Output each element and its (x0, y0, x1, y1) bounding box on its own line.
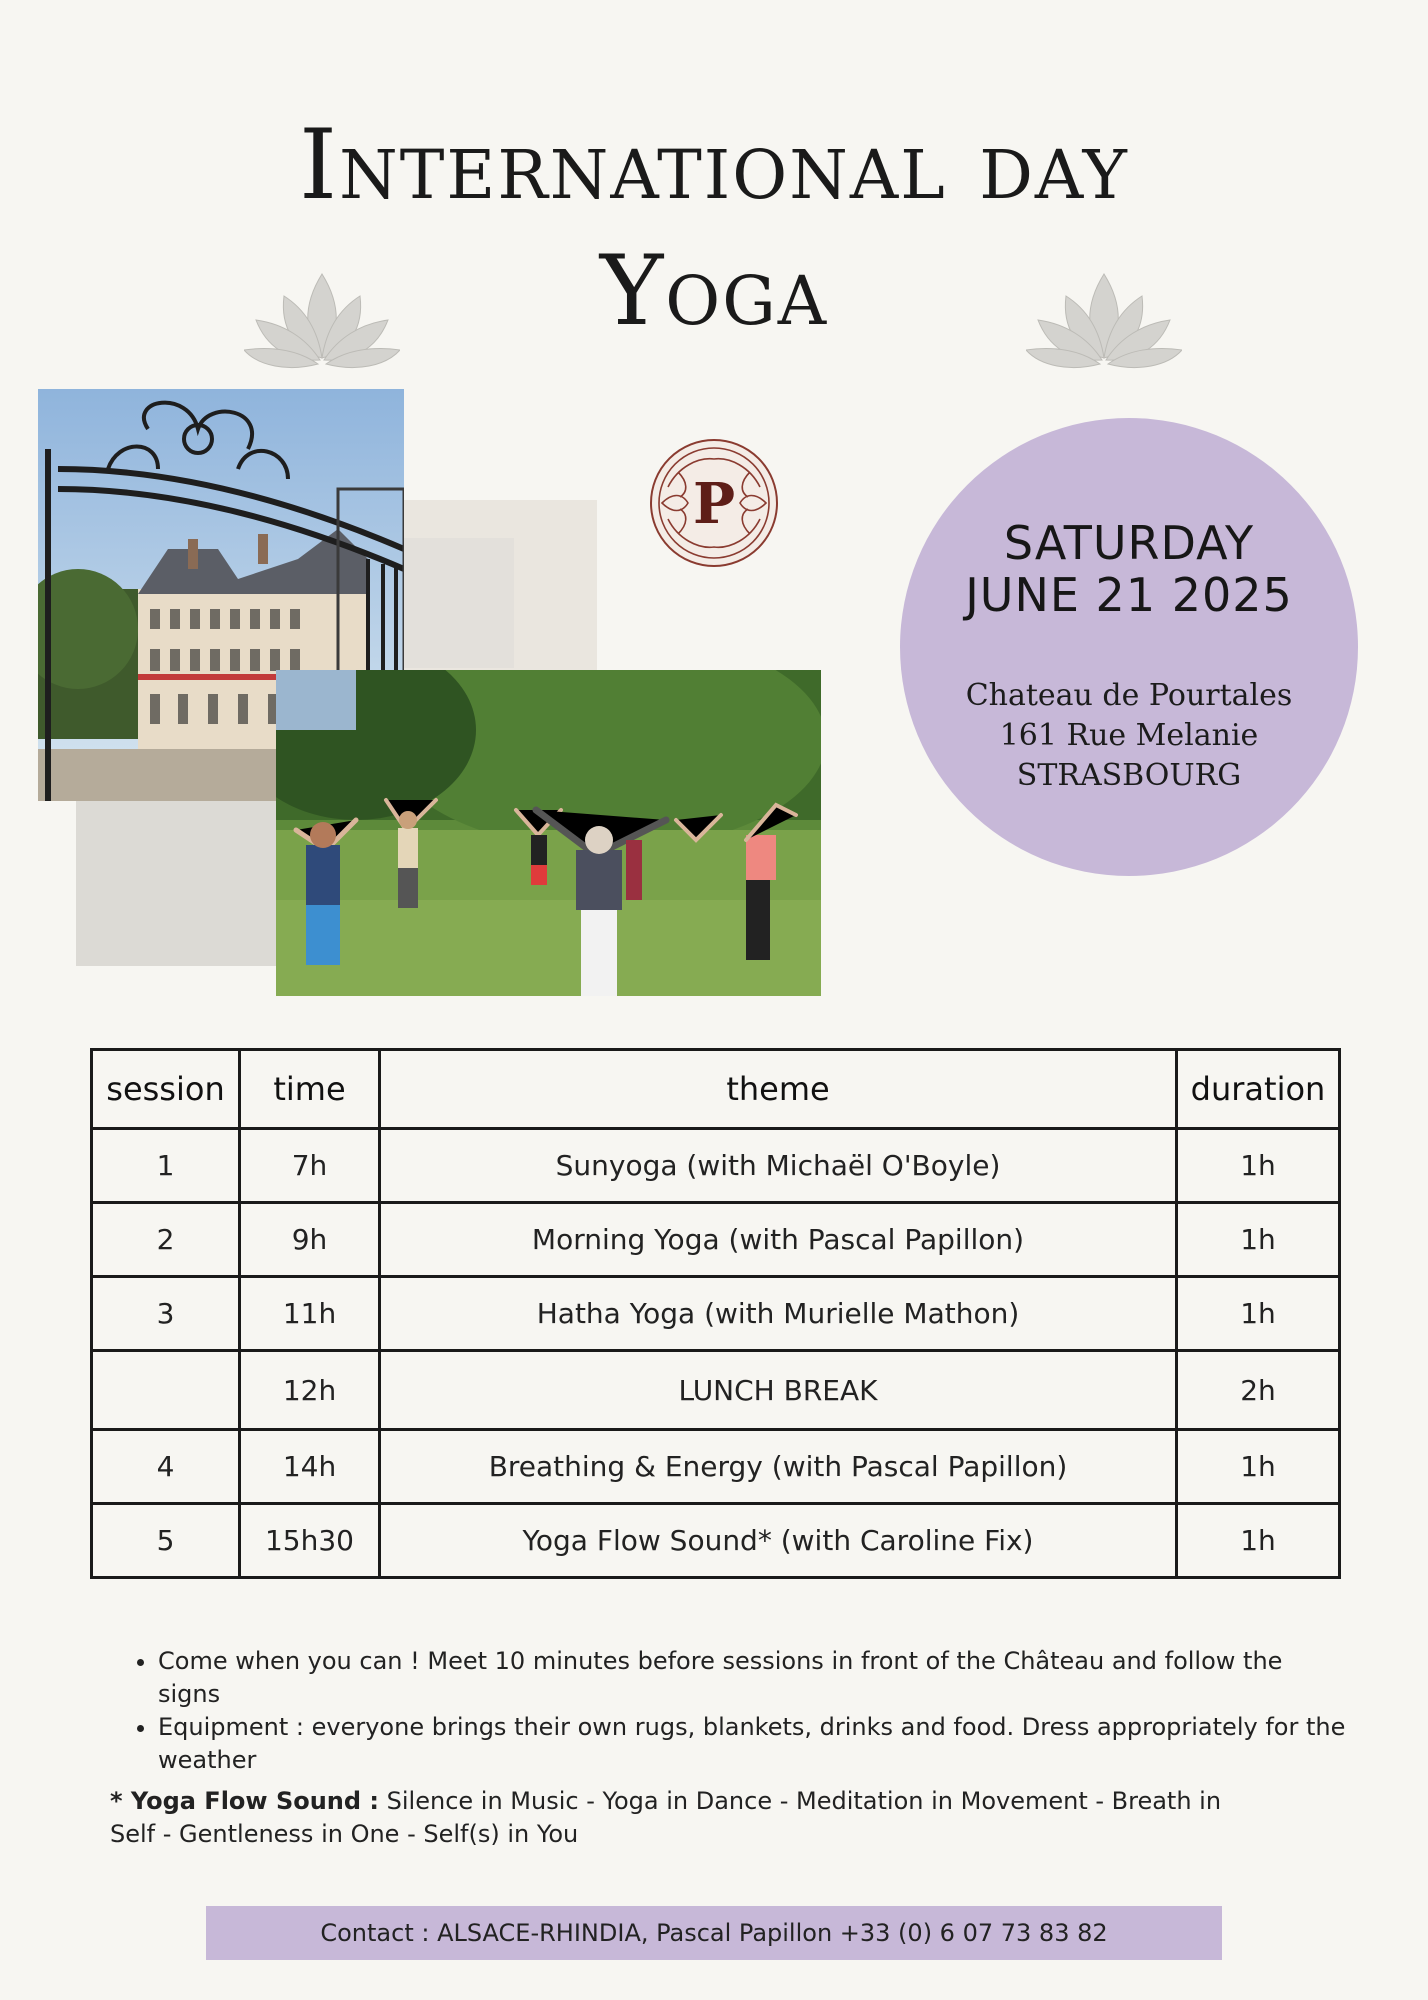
table-row (92, 1430, 1340, 1504)
cell-theme: Yoga Flow Sound* (with Caroline Fix) (380, 1504, 1177, 1578)
cell-session: 5 (92, 1504, 240, 1578)
decorative-block (76, 780, 286, 966)
header-time: time (240, 1050, 380, 1129)
event-date-badge (900, 418, 1358, 876)
decorative-block (404, 538, 514, 668)
footnote-label: * Yoga Flow Sound : (110, 1787, 380, 1815)
cell-time: 15h30 (240, 1504, 380, 1578)
header-duration: duration (1177, 1050, 1340, 1129)
cell-theme: Morning Yoga (with Pascal Papillon) (380, 1203, 1177, 1277)
notes-list (118, 1645, 1348, 1777)
logo-letter: P (692, 471, 736, 537)
cell-time: 7h (240, 1129, 380, 1203)
contact-bar: Contact : ALSACE-RHINDIA, Pascal Papillon +33 (0) 6 07 73 83 82 (206, 1906, 1222, 1960)
list-item: • Come when you can ! Meet 10 minutes before sessions in front of the Château and follow the signs (158, 1645, 1348, 1711)
table-row (92, 1129, 1340, 1203)
cell-time: 11h (240, 1277, 380, 1351)
venue-city: STRASBOURG (1016, 758, 1242, 793)
cell-session: 1 (92, 1129, 240, 1203)
venue-street: 161 Rue Melanie (999, 718, 1259, 753)
event-day: SATURDAY (1003, 516, 1255, 570)
event-date: JUNE 21 2025 (965, 568, 1293, 622)
cell-duration: 2h (1177, 1351, 1340, 1430)
cell-time: 14h (240, 1430, 380, 1504)
page-title-line2: Yoga (599, 235, 829, 347)
cell-theme: Sunyoga (with Michaël O'Boyle) (380, 1129, 1177, 1203)
cell-session: 3 (92, 1277, 240, 1351)
footnote (110, 1785, 1260, 1851)
header-session: session (92, 1050, 240, 1129)
cell-theme: LUNCH BREAK (380, 1351, 1177, 1430)
venue-name: Chateau de Pourtales (965, 678, 1293, 713)
cell-time: 9h (240, 1203, 380, 1277)
footnote-text: Silence in Music - Yoga in Dance - Meditation in Movement - Breath in Self - Gentleness in One - Self(s) in You (110, 1787, 1222, 1848)
lotus-icon (244, 266, 400, 376)
logo-emblem (648, 437, 780, 569)
cell-duration: 1h (1177, 1430, 1340, 1504)
cell-duration: 1h (1177, 1504, 1340, 1578)
lotus-icon (1026, 266, 1182, 376)
yoga-group-photo (276, 670, 821, 996)
list-item: • Equipment : everyone brings their own rugs, blankets, drinks and food. Dress appropriately for the weather (158, 1711, 1348, 1777)
table-header-row (92, 1050, 1340, 1129)
cell-session: 2 (92, 1203, 240, 1277)
cell-time: 12h (240, 1351, 380, 1430)
table-row (92, 1504, 1340, 1578)
cell-theme: Hatha Yoga (with Murielle Mathon) (380, 1277, 1177, 1351)
table-row (92, 1351, 1340, 1430)
page-title-line1: International day (299, 109, 1129, 221)
cell-session (92, 1351, 240, 1430)
table-row (92, 1277, 1340, 1351)
cell-session: 4 (92, 1430, 240, 1504)
table-row (92, 1203, 1340, 1277)
schedule-table (90, 1048, 1341, 1579)
cell-duration: 1h (1177, 1277, 1340, 1351)
cell-theme: Breathing & Energy (with Pascal Papillon) (380, 1430, 1177, 1504)
cell-duration: 1h (1177, 1129, 1340, 1203)
header-theme: theme (380, 1050, 1177, 1129)
cell-duration: 1h (1177, 1203, 1340, 1277)
